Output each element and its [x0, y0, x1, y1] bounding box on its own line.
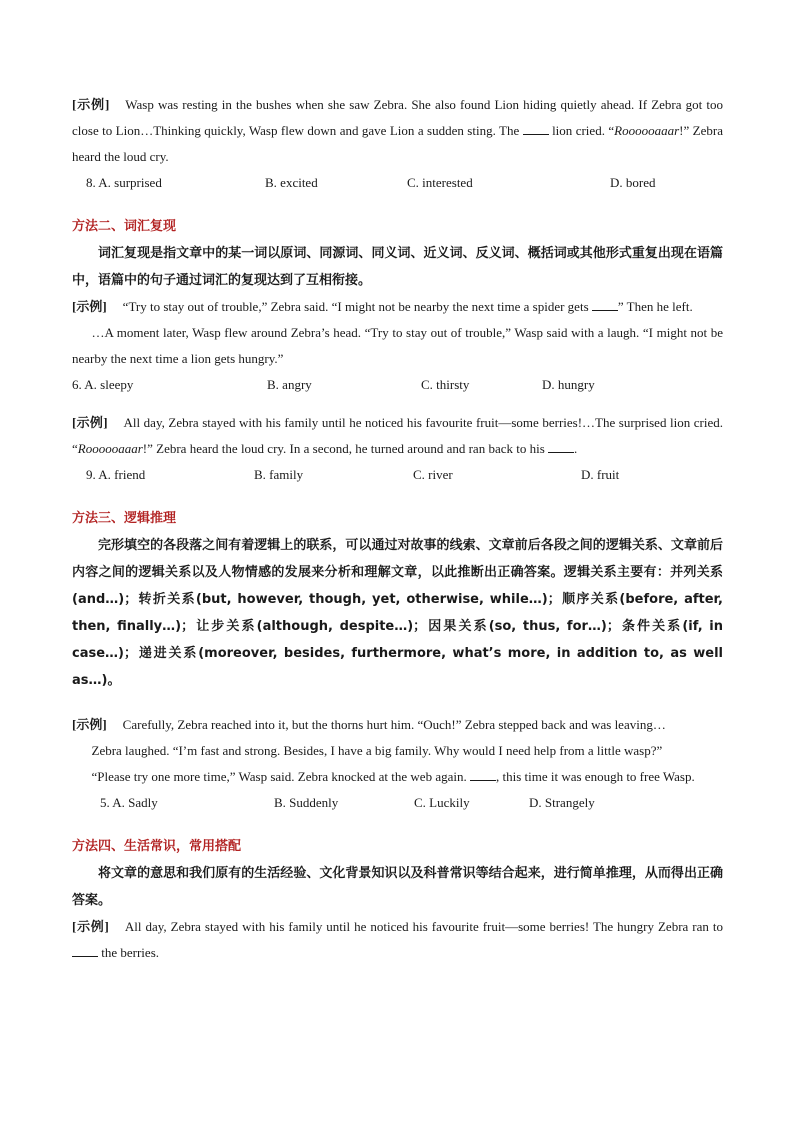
section-description: 完形填空的各段落之间有着逻辑上的联系，可以通过对故事的线索、文章前后各段之间的逻辑关系、文章前后内容之间的逻辑关系以及人物情感的发展来分析和理解文章，以此推断出正确答案。逻辑关系主要有：并列关系(and…)；转折关系(but, however, though, yet, otherwise, while…)；顺序关系(before, after, then, finally…)；让步关系(although, despite…)；因果关系(so, thus, for…)；条件关系(if, in case…)；递进关系(moreover, besides, furthermore, what’s more, in addition to, as well as…)。: [72, 538, 723, 688]
example-text: Wasp was resting in the bushes when she saw Zebra. She also found Lion hiding quietly ahead. If Zebra got too close to Lion…Thinking quickly, Wasp flew down and gave Lion a sudden sting. The: [72, 97, 723, 138]
roar-word: Roooooaaar: [77, 441, 143, 456]
option: C. interested: [407, 175, 473, 190]
option: 5. A. Sadly: [100, 795, 158, 810]
option: D. Strangely: [529, 795, 595, 810]
example-tag: [示例]: [72, 717, 107, 732]
example-text: Carefully, Zebra reached into it, but the thorns hurt him. “Ouch!” Zebra stepped back and was leaving…: [122, 717, 666, 732]
example-tag: [示例]: [72, 97, 110, 112]
section-description: 将文章的意思和我们原有的生活经验、文化背景知识以及科普常识等结合起来，进行简单推理，从而得出正确答案。: [72, 866, 723, 908]
example-paragraph: [72, 764, 723, 790]
example-text: All day, Zebra stayed with his family until he noticed his favourite fruit—some berries!…The surprised lion cried. “: [72, 415, 723, 456]
option: D. fruit: [581, 467, 620, 482]
example-tag: [示例]: [72, 415, 108, 430]
example-text: the berries.: [98, 945, 160, 960]
example-paragraph: [72, 410, 723, 462]
section-heading: 方法四、生活常识，常用搭配: [72, 839, 242, 854]
options-row: [72, 790, 723, 816]
example-tag: [示例]: [72, 299, 107, 314]
example-paragraph: Zebra laughed. “I’m fast and strong. Besides, I have a big family. Why would I need help from a little wasp?”: [91, 743, 663, 758]
option: B. angry: [267, 377, 312, 392]
options-row: [72, 170, 723, 196]
option: C. Luckily: [414, 795, 470, 810]
answer-blank: [592, 298, 618, 311]
example-text: “Please try one more time,” Wasp said. Zebra knocked at the web again.: [91, 769, 470, 784]
example-text: All day, Zebra stayed with his family until he noticed his favourite fruit—some berries! The hungry Zebra ran to: [124, 919, 723, 934]
option: C. river: [413, 467, 453, 482]
answer-blank: [470, 768, 496, 781]
section-heading: 方法二、词汇复现: [72, 219, 177, 234]
section-description: 词汇复现是指文章中的某一词以原词、同源词、同义词、近义词、反义词、概括词或其他形式重复出现在语篇中，语篇中的句子通过词汇的复现达到了互相衔接。: [72, 246, 723, 288]
option: 8. A. surprised: [86, 175, 162, 190]
example-paragraph: [72, 914, 723, 966]
section-heading: 方法三、逻辑推理: [72, 511, 177, 526]
example-paragraph: …A moment later, Wasp flew around Zebra’s head. “Try to stay out of trouble,” Wasp said with a laugh. “I might not be nearby the next time a lion gets hungry.”: [72, 325, 723, 366]
options-row: [72, 462, 723, 488]
example-text: “Try to stay out of trouble,” Zebra said. “I might not be nearby the next time a spider gets: [122, 299, 592, 314]
example-paragraph: [72, 294, 723, 320]
option: D. bored: [610, 175, 656, 190]
option: B. family: [254, 467, 304, 482]
example-paragraph: [72, 92, 723, 170]
option: C. thirsty: [421, 377, 470, 392]
example-text: !” Zebra heard the loud cry. In a second, he turned around and ran back to his: [142, 441, 549, 456]
answer-blank: [523, 122, 549, 135]
option: 9. A. friend: [86, 467, 146, 482]
option: 6. A. sleepy: [72, 377, 134, 392]
example-paragraph: [72, 712, 723, 738]
example-text: lion cried. “: [548, 123, 615, 138]
example-text: .: [574, 441, 578, 456]
option: B. Suddenly: [274, 795, 339, 810]
example-text: ” Then he left.: [617, 299, 693, 314]
example-text: !” Zebra heard the loud cry.: [72, 123, 723, 164]
example-text: , this time it was enough to free Wasp.: [495, 769, 695, 784]
answer-blank: [72, 944, 98, 957]
options-row: [72, 372, 723, 398]
option: B. excited: [265, 175, 318, 190]
option: D. hungry: [542, 377, 595, 392]
document-page: [72, 92, 723, 966]
example-tag: [示例]: [72, 919, 109, 934]
roar-word: Roooooaaar: [614, 123, 680, 138]
answer-blank: [548, 440, 574, 453]
